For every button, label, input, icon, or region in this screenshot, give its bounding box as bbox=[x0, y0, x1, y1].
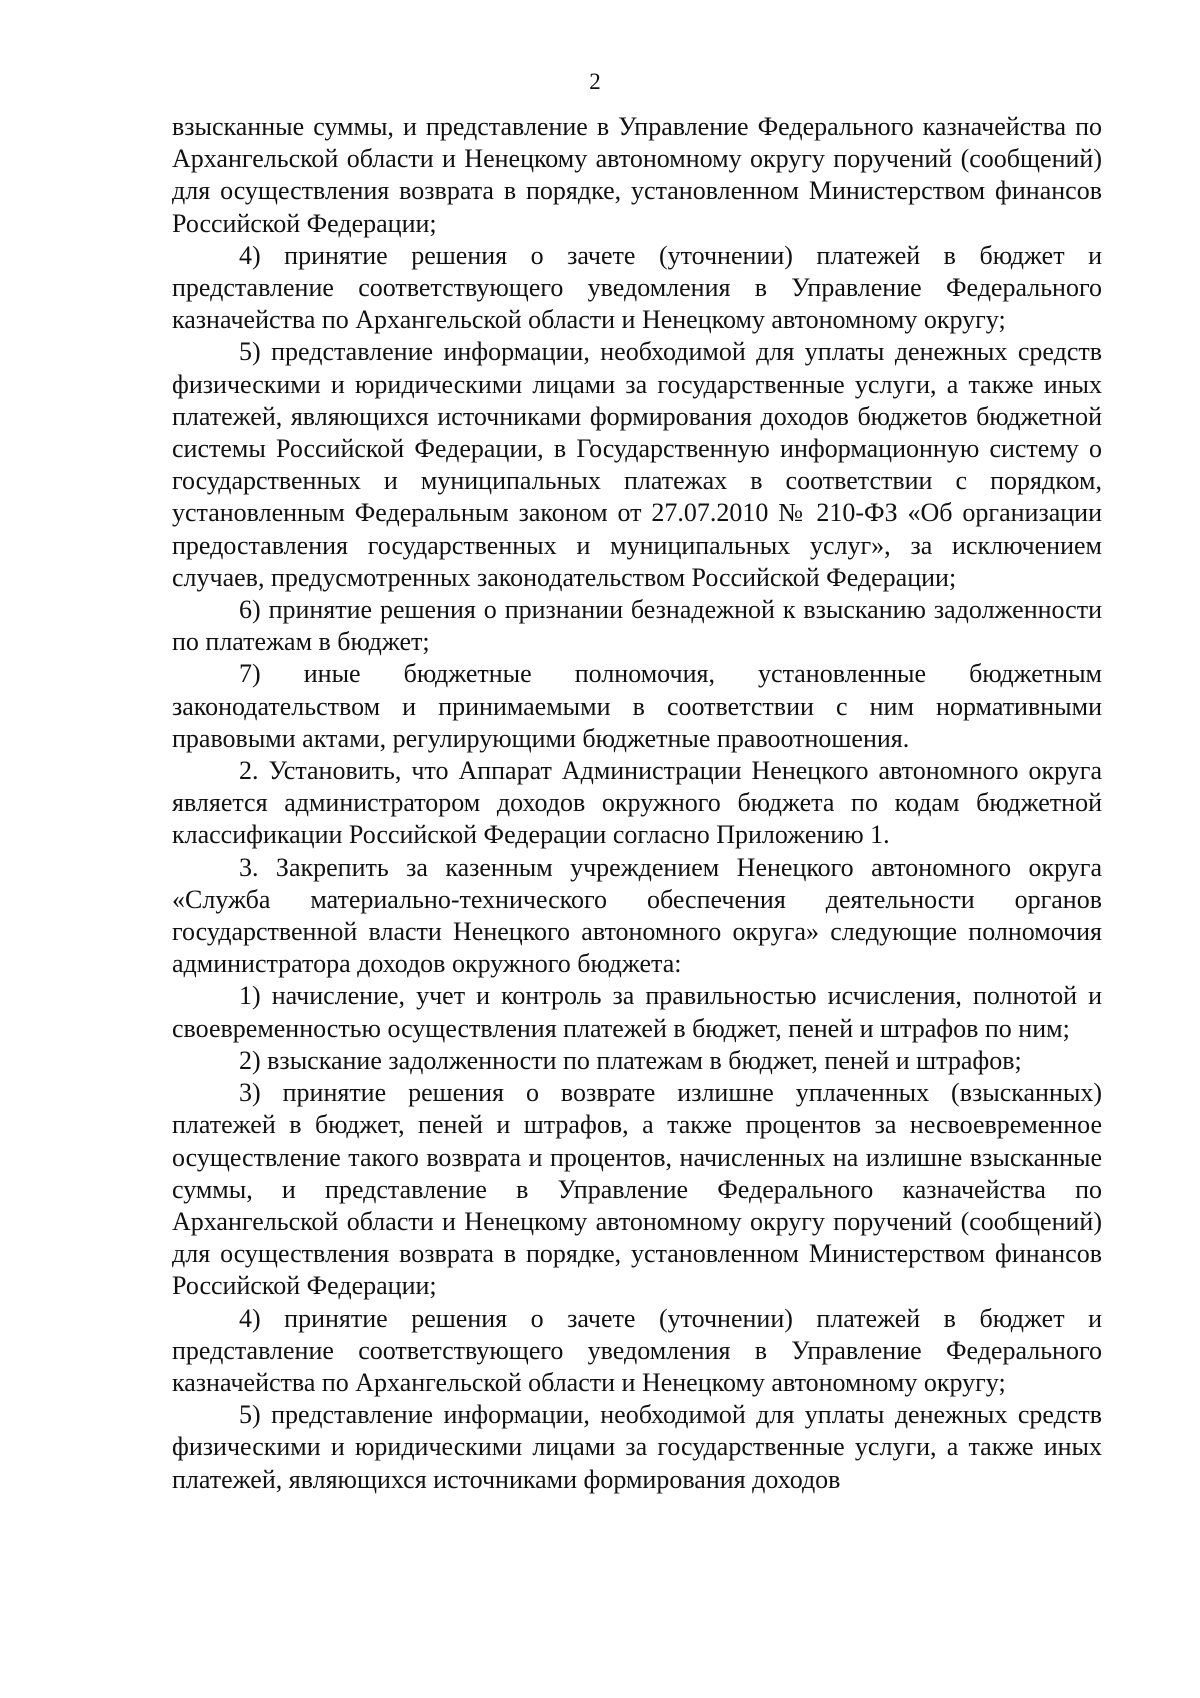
paragraph-item-6-bad-debt: 6) принятие решения о признании безнадежной к взысканию задолженности по платежам в бюджет; bbox=[172, 595, 1102, 657]
page-number: 2 bbox=[589, 69, 601, 94]
paragraph-item-7-other-powers: 7) иные бюджетные полномочия, установленные бюджетным законодательством и принимаемыми в соответствии с ним нормативными правовыми актами, регулирующими бюджетные правоотношения. bbox=[172, 659, 1102, 753]
paragraph-clause-3: 3. Закрепить за казенным учреждением Ненецкого автономного округа «Служба материально-технического обеспечения деятельности органов государственной власти Ненецкого автономного округа» следующие полномочия администратора доходов окружного бюджета: bbox=[172, 852, 1102, 979]
paragraph-item-4-offset-2: 4) принятие решения о зачете (уточнении) платежей в бюджет и представление соответствующего уведомления в Управление Федерального казначейства по Архангельской области и Ненецкому автономному округу; bbox=[172, 1303, 1102, 1397]
paragraph-item-4-offset: 4) принятие решения о зачете (уточнении) платежей в бюджет и представление соответствующего уведомления в Управление Федерального казначейства по Архангельской области и Ненецкому автономному округу; bbox=[172, 240, 1102, 335]
paragraph-item-3-refund: 3) принятие решения о возврате излишне уплаченных (взысканных) платежей в бюджет, пеней и штрафов, а также процентов за несвоевременное осуществление такого возврата и процентов, начисленных на излишне взысканные суммы, и представление в Управление Федерального казначейства по Архангельской области и Ненецкому автономному округу поручений (сообщений) для осуществления возврата в порядке, установленном Министерством финансов Российской Федерации; bbox=[172, 1078, 1102, 1301]
document-body bbox=[172, 111, 1102, 1496]
paragraph-item-5-information-2: 5) представление информации, необходимой для уплаты денежных средств физическими и юридическими лицами за государственные услуги, а также иных платежей, являющихся источниками формирования доходов bbox=[172, 1400, 1102, 1494]
paragraph-continuation: взысканные суммы, и представление в Управление Федерального казначейства по Архангельской области и Ненецкому автономному округу поручений (сообщений) для осуществления возврата в порядке, установленном Министерством финансов Российской Федерации; bbox=[172, 112, 1102, 238]
paragraph-clause-2: 2. Установить, что Аппарат Администрации Ненецкого автономного округа является администратором доходов окружного бюджета по кодам бюджетной классификации Российской Федерации согласно Приложению 1. bbox=[172, 756, 1102, 850]
paragraph-item-1-accrual: 1) начисление, учет и контроль за правильностью исчисления, полнотой и своевременностью осуществления платежей в бюджет, пеней и штрафов по ним; bbox=[172, 981, 1102, 1043]
paragraph-item-2-collection: 2) взыскание задолженности по платежам в бюджет, пеней и штрафов; bbox=[239, 1045, 1022, 1075]
paragraph-item-5-information: 5) представление информации, необходимой для уплаты денежных средств физическими и юридическими лицами за государственные услуги, а также иных платежей, являющихся источниками формирования доходов бюджетов бюджетной системы Российской Федерации, в Государственную информационную систему о государственных и муниципальных платежах в соответствии с порядком, установленным Федеральным законом от 27.07.2010 № 210-ФЗ «Об организации предоставления государственных и муниципальных услуг», за исключением случаев, предусмотренных законодательством Российской Федерации; bbox=[172, 337, 1102, 592]
